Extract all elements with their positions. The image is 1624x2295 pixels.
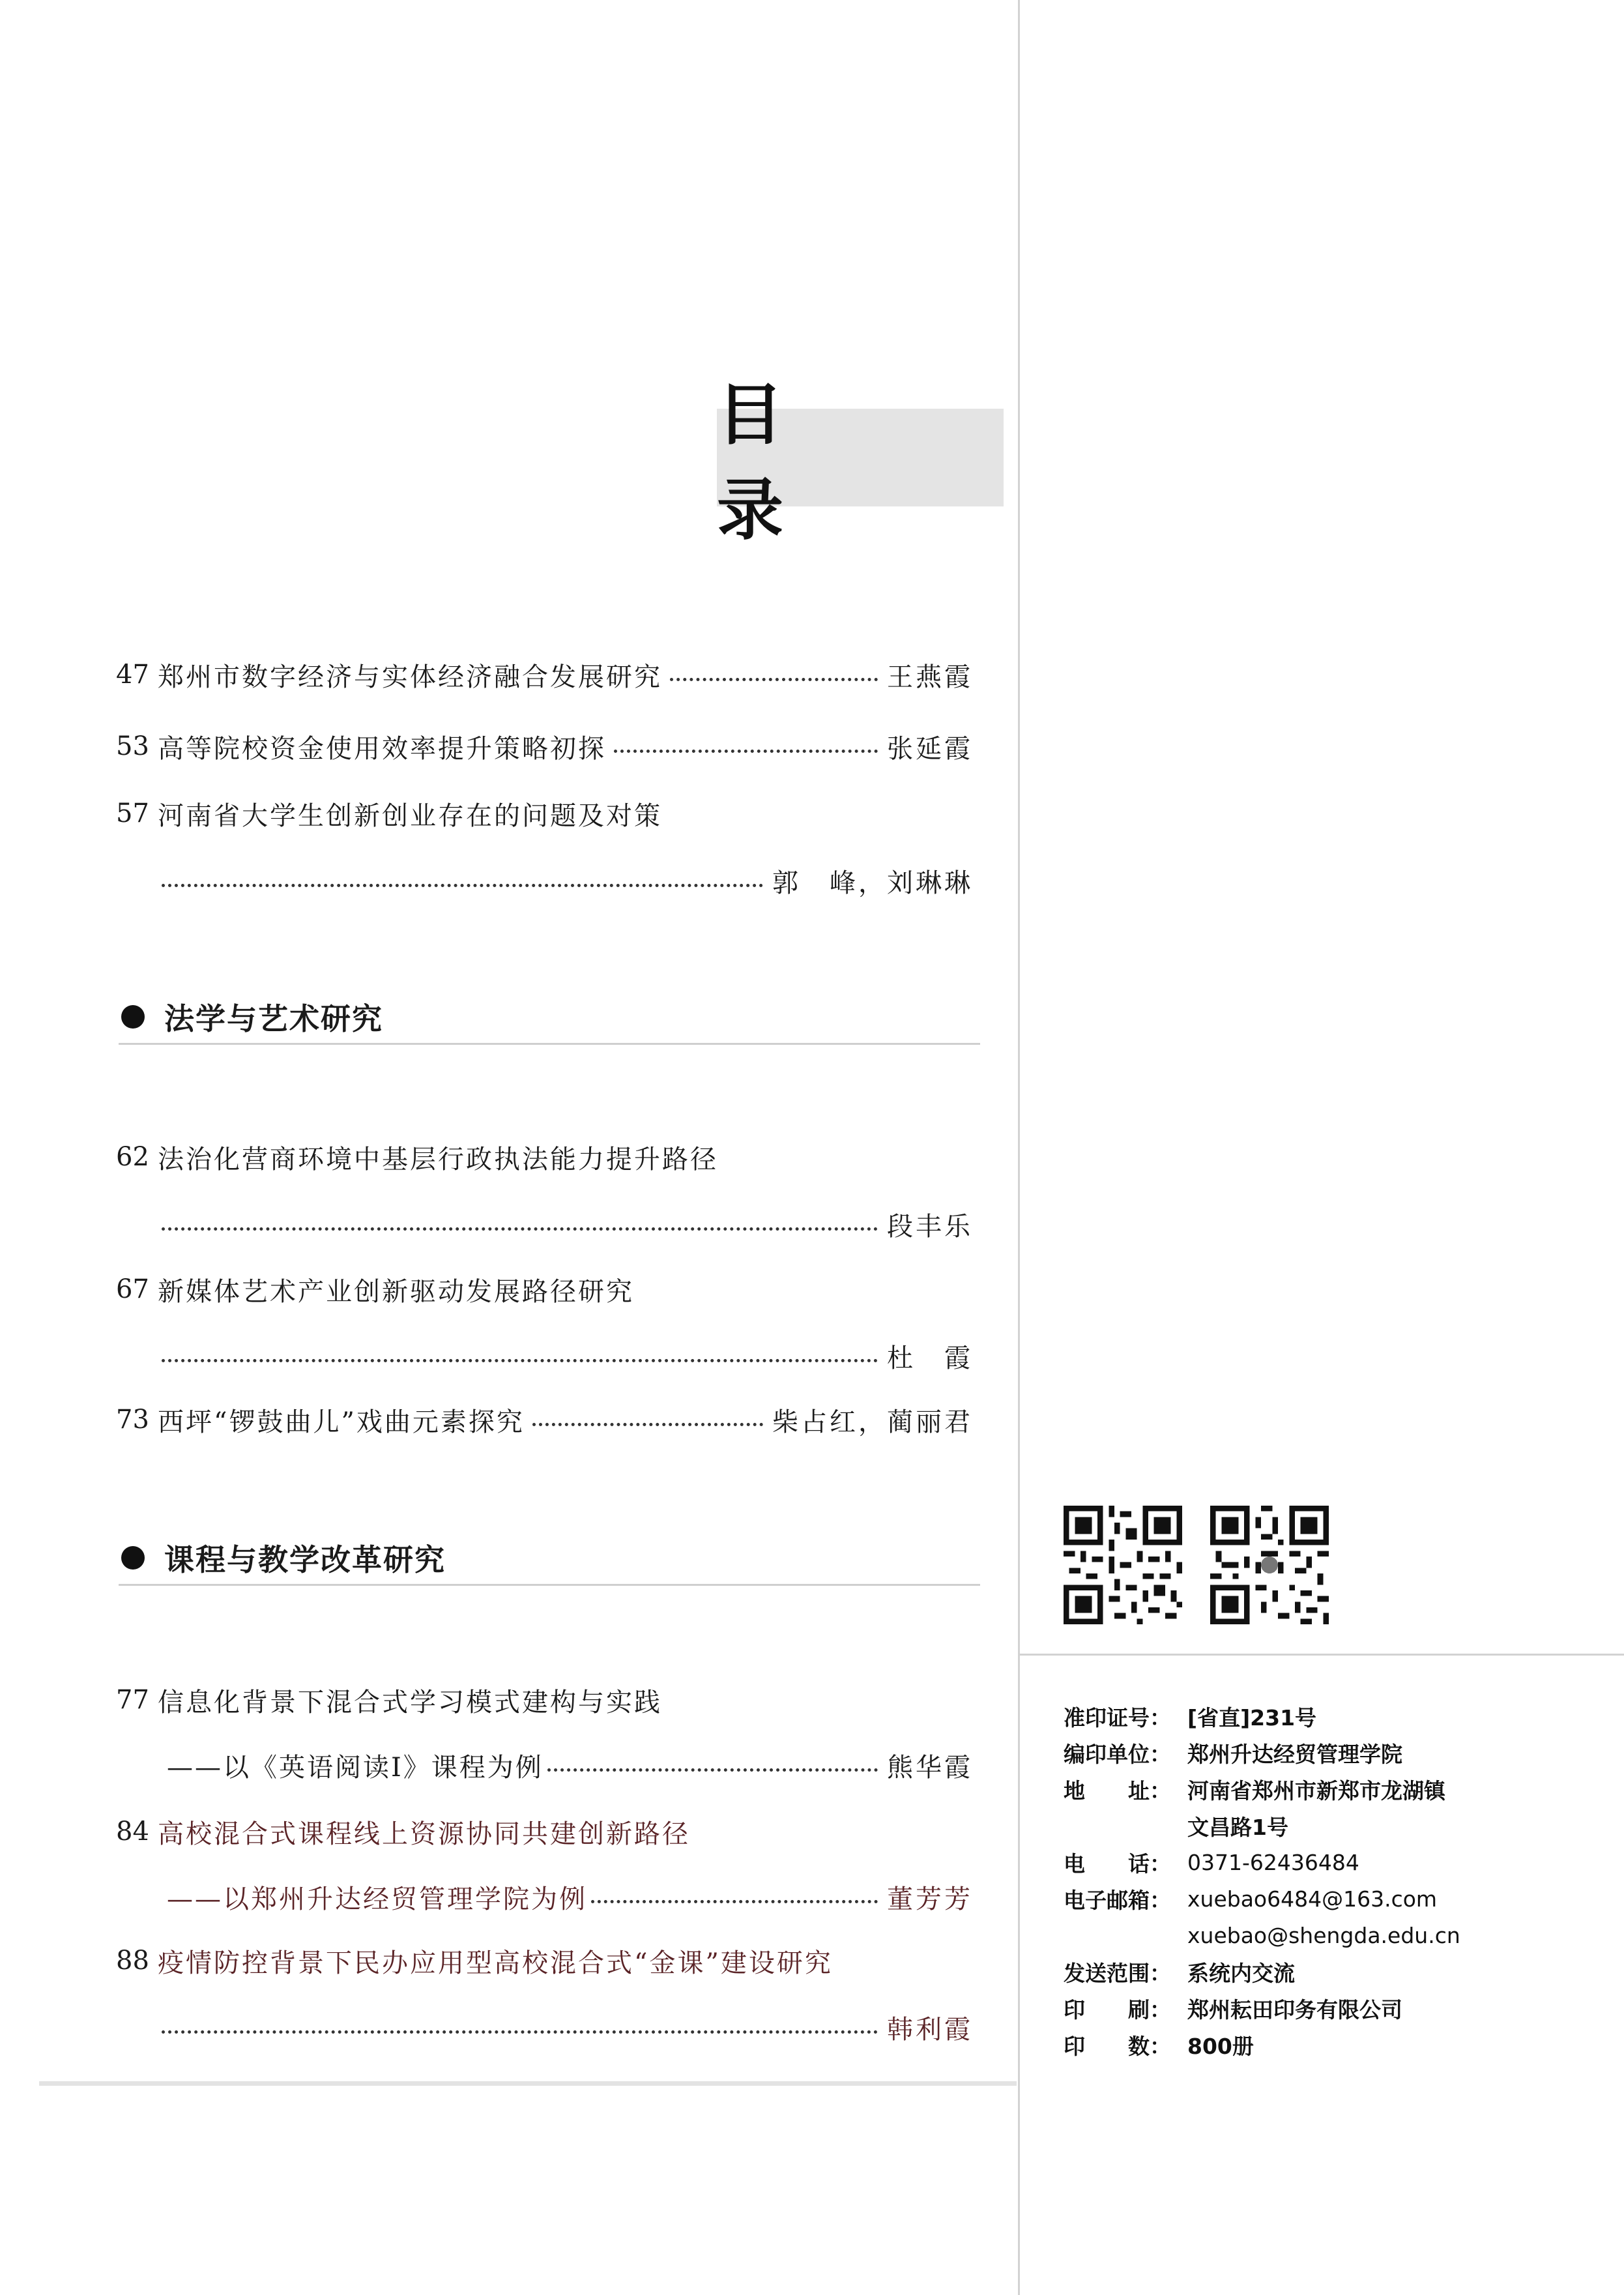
page-number: 73 xyxy=(116,1405,149,1435)
toc-entry-continuation xyxy=(167,1736,973,1794)
dot-leader xyxy=(162,2030,878,2034)
toc-entry[interactable] xyxy=(116,645,973,704)
toc-entry-continuation xyxy=(162,1326,973,1385)
page-number: 88 xyxy=(116,1946,149,1976)
section-header xyxy=(119,1532,980,1586)
article-subtitle: ——以《英语阅读Ⅰ》课程为例 xyxy=(167,1752,544,1783)
page-number: 47 xyxy=(116,660,149,690)
page-number: 53 xyxy=(116,731,149,761)
article-author: 张延霞 xyxy=(887,733,973,764)
article-author: 杜 霞 xyxy=(887,1343,973,1373)
info-value: [省直]231号 xyxy=(1187,1704,1317,1731)
info-permit xyxy=(1064,1698,1585,1734)
dot-leader xyxy=(162,884,763,887)
vertical-divider xyxy=(1018,0,1020,2295)
info-value: 郑州升达经贸管理学院 xyxy=(1187,1741,1402,1767)
info-value: 郑州耘田印务有限公司 xyxy=(1187,1996,1402,2023)
info-key: 印 刷： xyxy=(1064,1996,1171,2023)
toc-entry[interactable] xyxy=(116,1802,973,1861)
toc-entry[interactable] xyxy=(116,1128,973,1186)
info-key: 地 址： xyxy=(1064,1777,1171,1804)
page-title xyxy=(717,377,1004,549)
info-printer xyxy=(1064,1990,1585,2026)
page-number: 57 xyxy=(116,798,149,828)
toc-entry[interactable] xyxy=(116,1671,973,1729)
article-subtitle: ——以郑州升达经贸管理学院为例 xyxy=(167,1884,587,1914)
article-title: 河南省大学生创新创业存在的问题及对策 xyxy=(158,800,662,831)
toc-entry-continuation xyxy=(162,1195,973,1253)
info-value: 800册 xyxy=(1187,2033,1254,2059)
article-author: 王燕霞 xyxy=(887,662,973,692)
dot-leader xyxy=(591,1900,878,1903)
right-panel-rule xyxy=(1020,1654,1624,1656)
article-title: 高等院校资金使用效率提升策略初探 xyxy=(158,733,606,764)
article-title: 郑州市数字经济与实体经济融合发展研究 xyxy=(158,662,662,692)
article-author: 段丰乐 xyxy=(887,1211,973,1242)
page-number: 77 xyxy=(116,1685,149,1715)
dot-leader xyxy=(162,1227,878,1231)
info-value: xuebao@shengda.edu.cn xyxy=(1187,1922,1460,1948)
page-number: 67 xyxy=(116,1274,149,1304)
article-title: 新媒体艺术产业创新驱动发展路径研究 xyxy=(158,1276,634,1307)
info-copies xyxy=(1064,2026,1585,2063)
info-editor xyxy=(1064,1734,1585,1771)
article-author: 韩利霞 xyxy=(887,2014,973,2045)
article-title: 高校混合式课程线上资源协同共建创新路径 xyxy=(158,1819,690,1849)
section-label: 法学与艺术研究 xyxy=(164,1001,383,1036)
dot-leader xyxy=(532,1423,763,1426)
toc-entry-continuation xyxy=(162,1998,973,2056)
info-address-line2 xyxy=(1064,1807,1585,1844)
info-key: 印 数： xyxy=(1064,2033,1171,2059)
toc-entry[interactable] xyxy=(116,717,973,776)
info-key: 电 话： xyxy=(1064,1850,1171,1877)
toc-entry[interactable] xyxy=(116,1390,973,1449)
dot-leader xyxy=(162,1359,878,1362)
info-key: 发送范围： xyxy=(1064,1960,1171,1986)
bullet-icon xyxy=(121,1546,145,1570)
dot-leader xyxy=(614,750,878,753)
info-value: 系统内交流 xyxy=(1187,1960,1295,1986)
toc-entry-continuation xyxy=(162,851,973,910)
info-scope xyxy=(1064,1953,1585,1990)
article-author: 柴占红，蔺丽君 xyxy=(772,1407,973,1437)
info-value: 0371-62436484 xyxy=(1187,1849,1359,1875)
toc-entry[interactable] xyxy=(116,1260,973,1319)
qr-code-icon xyxy=(1210,1506,1329,1624)
info-key: 电子邮箱： xyxy=(1064,1887,1171,1913)
qr-code-icon xyxy=(1064,1506,1182,1624)
bottom-rule xyxy=(39,2081,1017,2086)
page-title-text: 目 录 xyxy=(717,377,993,549)
section-header xyxy=(119,991,980,1045)
article-title: 信息化背景下混合式学习模式建构与实践 xyxy=(158,1687,662,1718)
dot-leader xyxy=(670,678,878,681)
info-value: 河南省郑州市新郑市龙湖镇 xyxy=(1187,1777,1445,1804)
article-title: 法治化营商环境中基层行政执法能力提升路径 xyxy=(158,1144,718,1175)
bullet-icon xyxy=(121,1005,145,1029)
article-title: 疫情防控背景下民办应用型高校混合式“金课”建设研究 xyxy=(158,1948,833,1978)
toc-entry[interactable] xyxy=(116,1931,973,1990)
article-author: 郭 峰，刘琳琳 xyxy=(772,868,973,898)
dot-leader xyxy=(547,1768,878,1772)
toc-entry-continuation xyxy=(167,1867,973,1926)
info-key: 准印证号： xyxy=(1064,1704,1171,1731)
article-title: 西坪“锣鼓曲儿”戏曲元素探究 xyxy=(158,1407,525,1437)
info-address xyxy=(1064,1771,1585,1807)
info-phone xyxy=(1064,1844,1585,1880)
info-value: xuebao6484@163.com xyxy=(1187,1886,1438,1912)
info-value: 文昌路1号 xyxy=(1187,1814,1288,1840)
toc-entry[interactable] xyxy=(116,784,973,843)
page-number: 62 xyxy=(116,1142,149,1172)
info-key: 编印单位： xyxy=(1064,1741,1171,1767)
page-number: 84 xyxy=(116,1817,149,1847)
article-author: 熊华霞 xyxy=(887,1752,973,1783)
info-email xyxy=(1064,1880,1585,1917)
info-email-line2 xyxy=(1064,1917,1585,1953)
section-label: 课程与教学改革研究 xyxy=(164,1542,446,1577)
article-author: 董芳芳 xyxy=(887,1884,973,1914)
